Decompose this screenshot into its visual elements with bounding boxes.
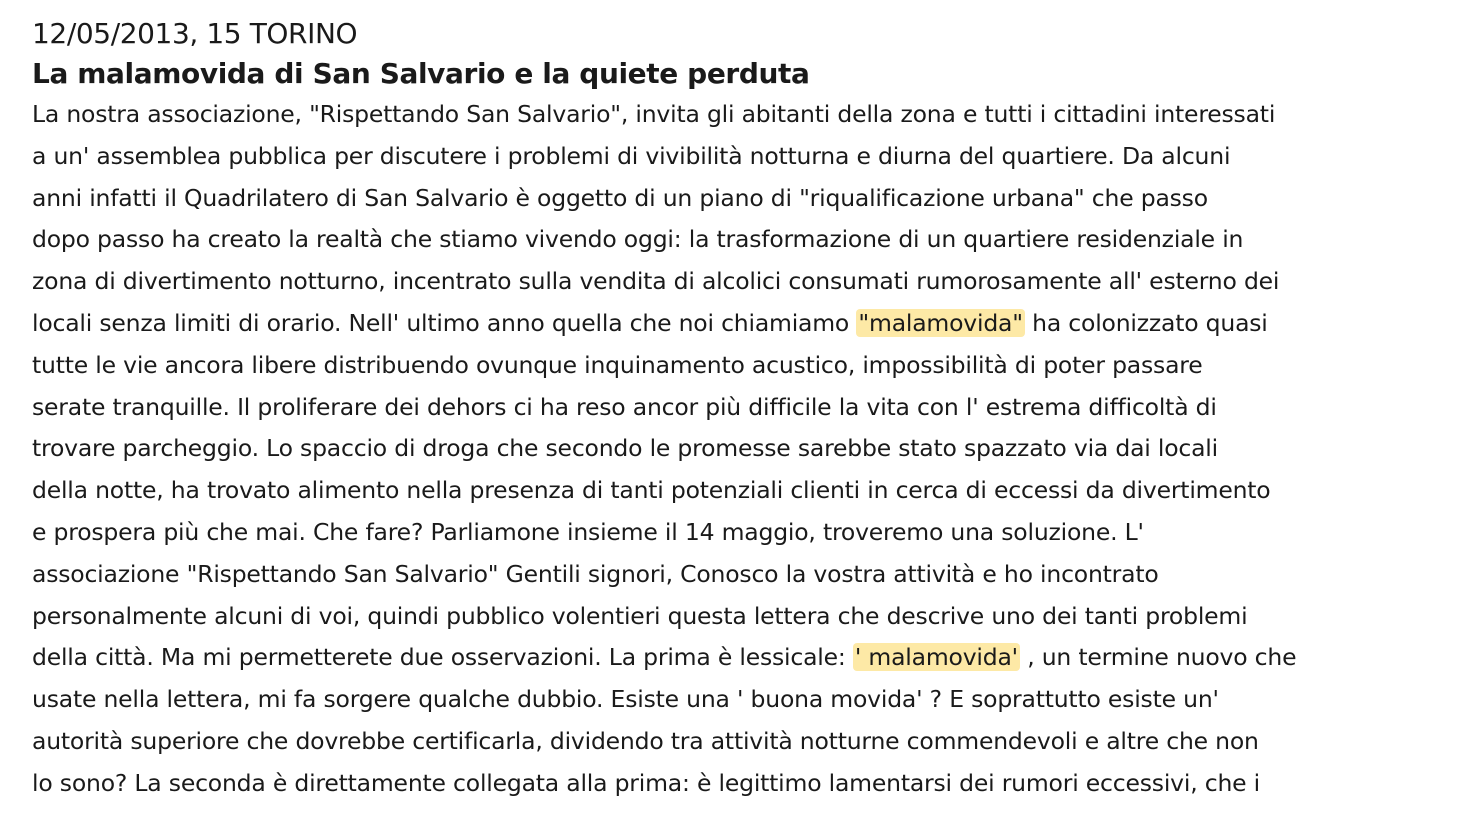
body-line: serate tranquille. Il proliferare dei dehors ci ha reso ancor più difficile la vita con l' estrema difficoltà di	[32, 392, 1217, 421]
body-line: locali senza limiti di orario. Nell' ultimo anno quella che noi chiamiamo "malamovida" ha colonizzato quasi	[32, 308, 1268, 337]
body-line: della città. Ma mi permetterete due osservazioni. La prima è lessicale: ' malamovida' , un termine nuovo che	[32, 643, 1297, 672]
body-line: dopo passo ha creato la realtà che stiamo vivendo oggi: la trasformazione di un quartiere residenziale in	[32, 225, 1244, 254]
body-line: e prospera più che mai. Che fare? Parliamone insieme il 14 maggio, troveremo una soluzione. L'	[32, 517, 1144, 546]
highlighted-term: "malamovida"	[858, 308, 1023, 337]
body-line: anni infatti il Quadrilatero di San Salvario è oggetto di un piano di "riqualificazione urbana" che passo	[32, 183, 1208, 212]
body-line: La nostra associazione, "Rispettando San Salvario", invita gli abitanti della zona e tutti i cittadini interessati	[32, 100, 1276, 128]
article-body	[32, 94, 1464, 805]
body-line: usate nella lettera, mi fa sorgere qualche dubbio. Esiste una ' buona movida' ? E soprattutto esiste un'	[32, 685, 1219, 714]
body-line: personalmente alcuni di voi, quindi pubblico volentieri questa lettera che descrive uno dei tanti problemi	[32, 601, 1248, 630]
body-line: della notte, ha trovato alimento nella presenza di tanti potenziali clienti in cerca di eccessi da divertimento	[32, 476, 1271, 505]
dateline: 12/05/2013, 15 TORINO	[32, 17, 358, 50]
highlighted-term: ' malamovida'	[854, 643, 1018, 672]
body-line: associazione "Rispettando San Salvario" Gentili signori, Conosco la vostra attività e ho incontrato	[32, 559, 1159, 588]
article-title: La malamovida di San Salvario e la quiete perduta	[32, 57, 810, 90]
body-line: zona di divertimento notturno, incentrato sulla vendita di alcolici consumati rumorosamente all' esterno dei	[32, 267, 1280, 296]
article	[32, 14, 1464, 805]
body-line: autorità superiore che dovrebbe certificarla, dividendo tra attività notturne commendevoli e altre che non	[32, 726, 1259, 755]
body-line: tutte le vie ancora libere distribuendo ovunque inquinamento acustico, impossibilità di poter passare	[32, 350, 1203, 379]
body-line: lo sono? La seconda è direttamente collegata alla prima: è legittimo lamentarsi dei rumori eccessivi, che i	[32, 768, 1261, 797]
body-line: trovare parcheggio. Lo spaccio di droga che secondo le promesse sarebbe stato spazzato via dai locali	[32, 434, 1218, 463]
body-line: a un' assemblea pubblica per discutere i problemi di vivibilità notturna e diurna del quartiere. Da alcuni	[32, 141, 1231, 170]
